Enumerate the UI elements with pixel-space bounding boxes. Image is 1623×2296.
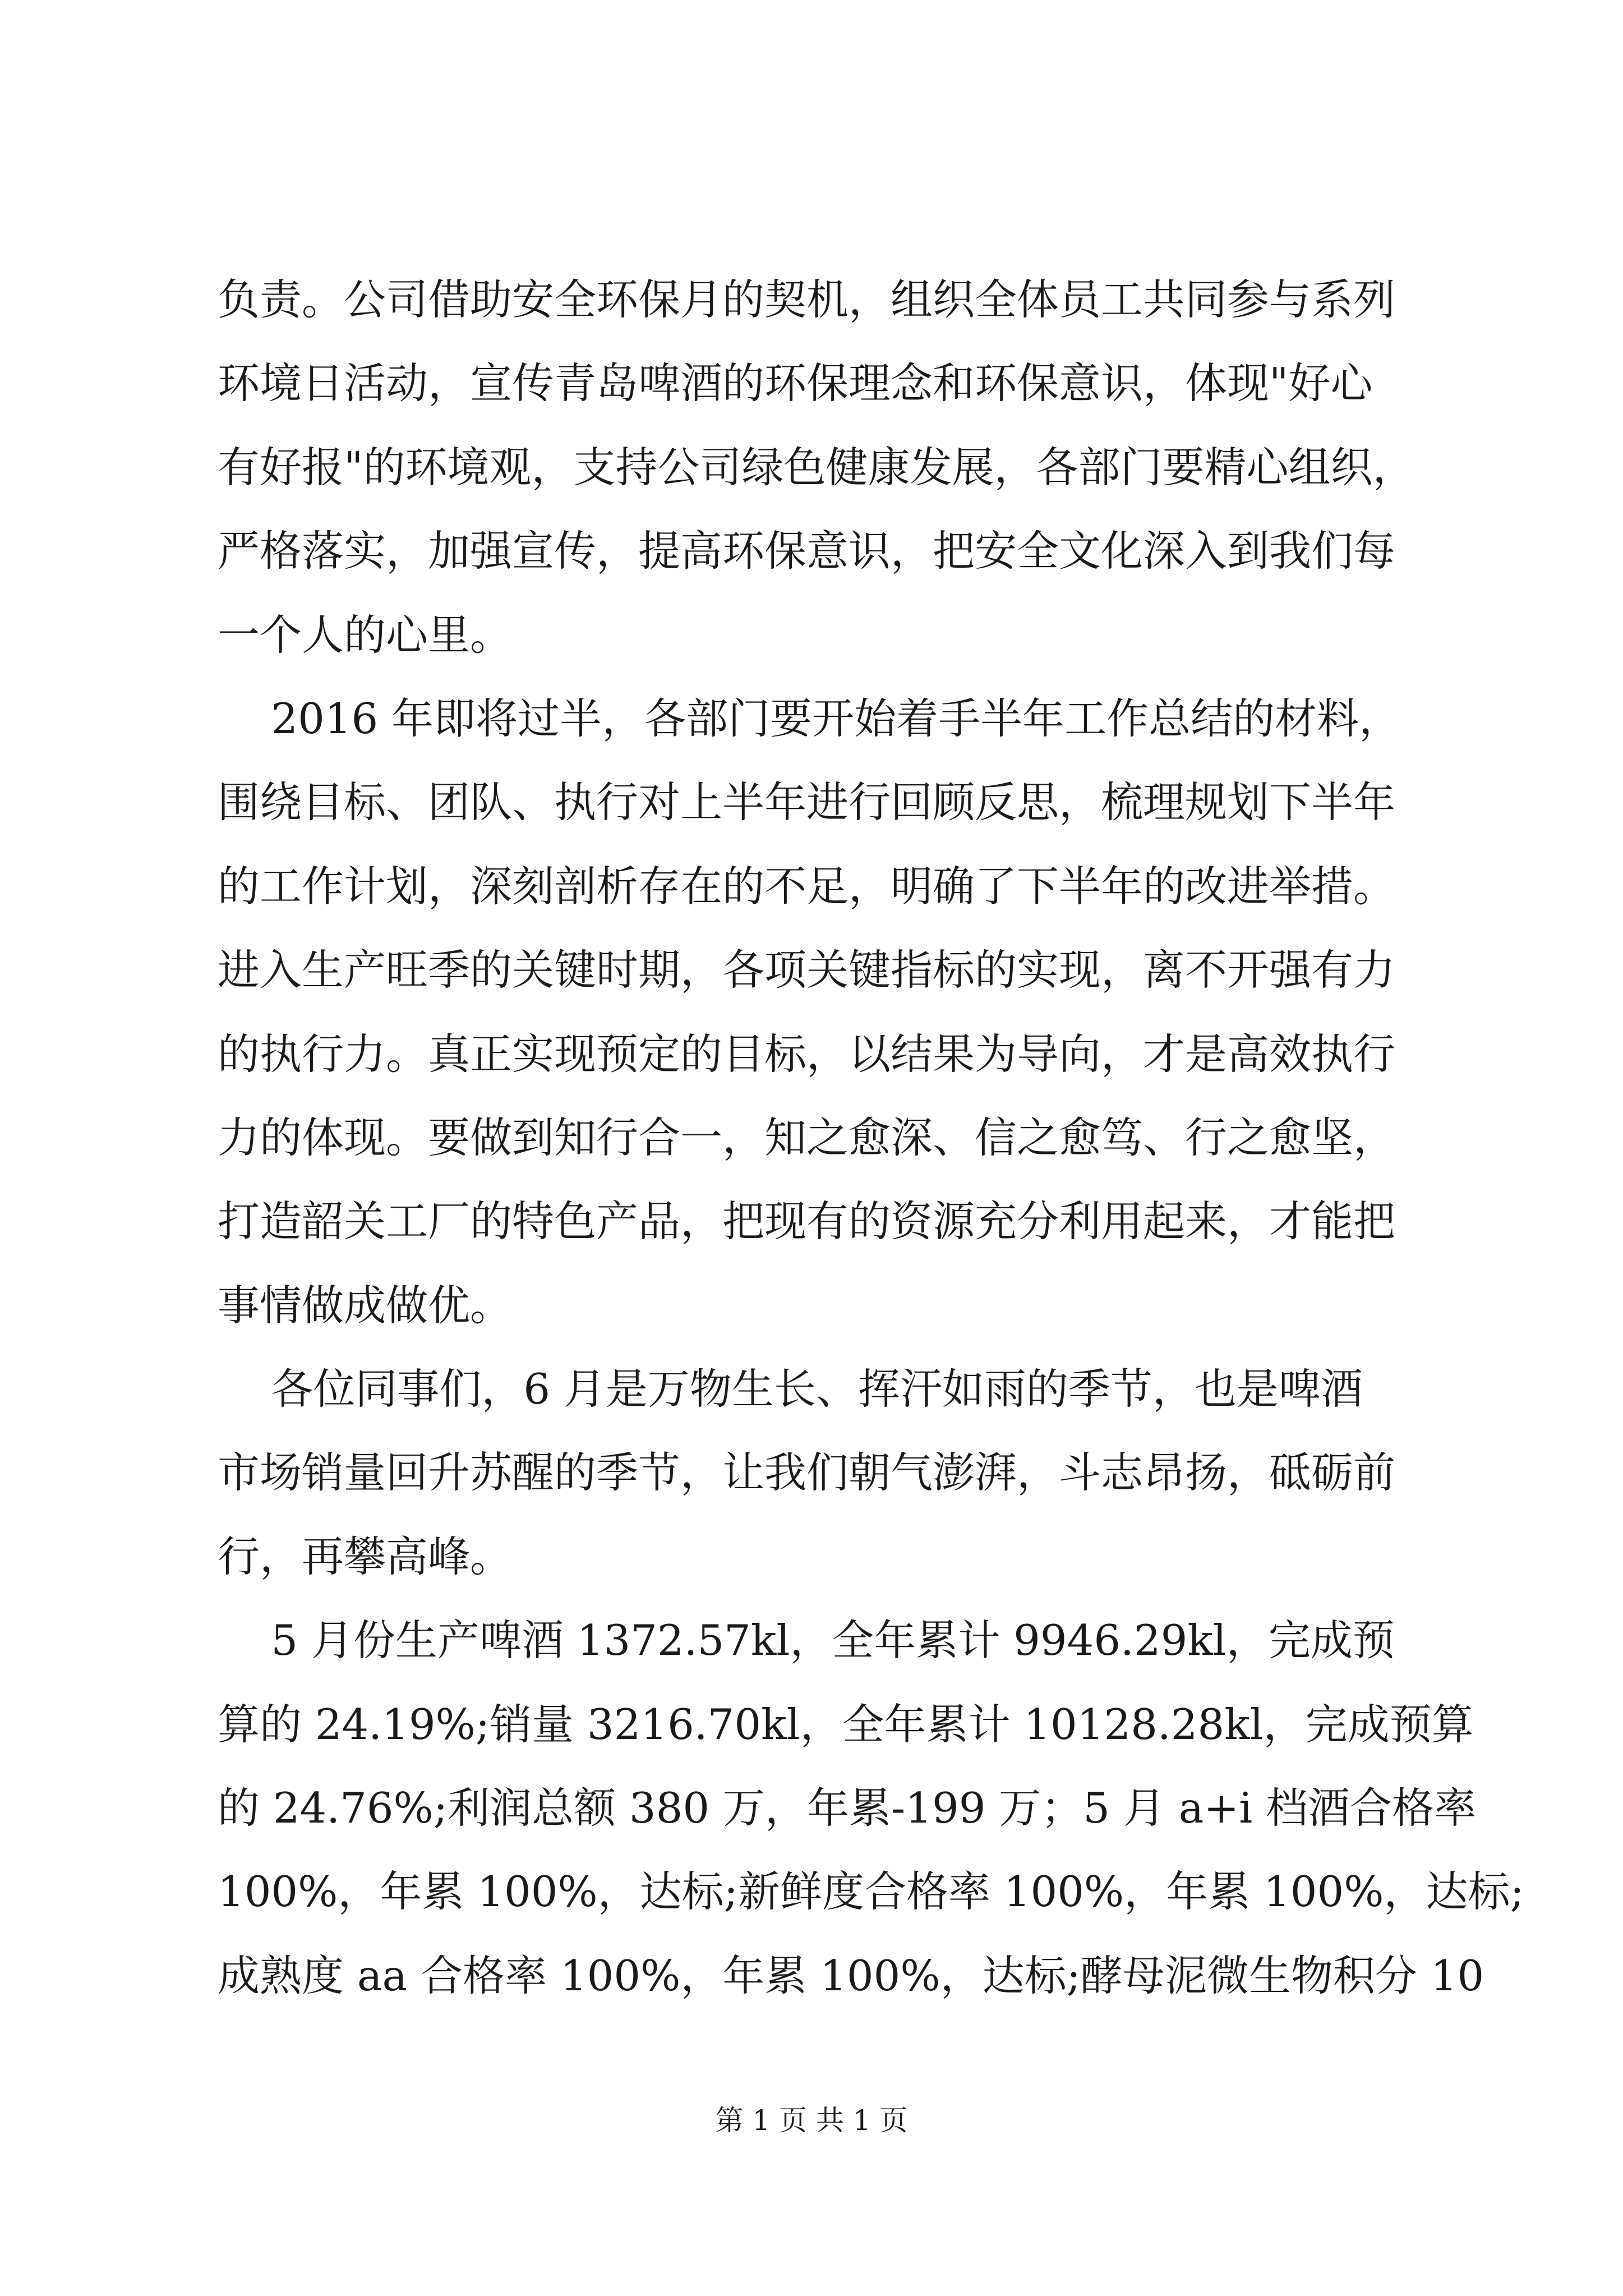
text-line: 一个人的心里。	[218, 610, 513, 660]
text-line: 负责。公司借助安全环保月的契机，组织全体员工共同参与系列	[218, 275, 1396, 324]
text-line: 进入生产旺季的关键时期，各项关键指标的实现，离不开强有力	[218, 945, 1396, 995]
page-footer	[0, 2098, 1623, 2138]
text-line: 的 24.76%;利润总额 380 万，年累-199 万；5 月 a+i 档酒合格率	[218, 1783, 1477, 1833]
text-line: 有好报"的环境观，支持公司绿色健康发展，各部门要精心组织，	[218, 442, 1415, 492]
text-line: 行，再攀高峰。	[218, 1531, 513, 1581]
text-line: 力的体现。要做到知行合一，知之愈深、信之愈笃、行之愈坚，	[218, 1112, 1396, 1162]
text-line: 的工作计划，深刻剖析存在的不足，明确了下半年的改进举措。	[218, 861, 1396, 911]
text-line: 打造韶关工厂的特色产品，把现有的资源充分利用起来，才能把	[218, 1197, 1396, 1246]
text-line: 市场销量回升苏醒的季节，让我们朝气澎湃，斗志昂扬，砥砺前	[218, 1448, 1396, 1498]
text-line: 的执行力。真正实现预定的目标，以结果为导向，才是高效执行	[218, 1029, 1396, 1079]
text-line: 成熟度 aa 合格率 100%，年累 100%，达标;酵母泥微生物积分 10	[218, 1950, 1484, 2000]
text-line: 环境日活动，宣传青岛啤酒的环保理念和环保意识，体现"好心	[218, 358, 1373, 408]
document-body	[218, 258, 1524, 2018]
page-number-label: 第 1 页 共 1 页	[715, 2104, 908, 2137]
text-line: 2016 年即将过半，各部门要开始着手半年工作总结的材料，	[218, 693, 1401, 743]
text-line: 事情做成做优。	[218, 1280, 513, 1330]
text-line: 算的 24.19%;销量 3216.70kl，全年累计 10128.28kl，完成预算	[218, 1699, 1474, 1749]
text-line: 严格落实，加强宣传，提高环保意识，把安全文化深入到我们每	[218, 526, 1396, 576]
text-line: 100%，年累 100%，达标;新鲜度合格率 100%，年累 100%，达标;	[218, 1867, 1524, 1917]
text-line: 各位同事们，6 月是万物生长、挥汗如雨的季节，也是啤酒	[218, 1364, 1363, 1414]
text-line: 5 月份生产啤酒 1372.57kl，全年累计 9946.29kl，完成预	[218, 1616, 1395, 1665]
text-line: 围绕目标、团队、执行对上半年进行回顾反思，梳理规划下半年	[218, 777, 1396, 827]
